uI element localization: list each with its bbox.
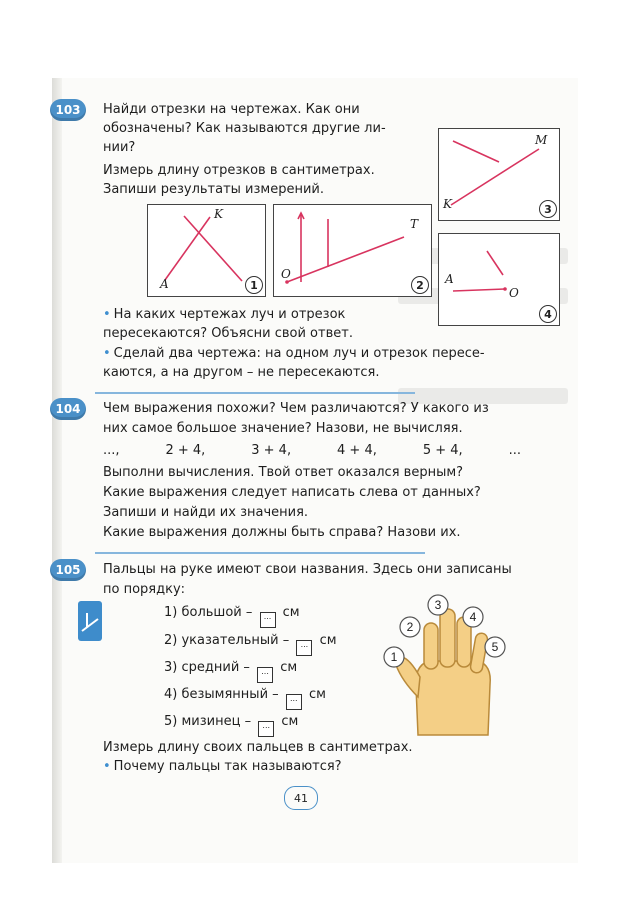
- finger-number: 1: [390, 650, 398, 664]
- finger-row: 1) большой – ... см: [164, 604, 300, 628]
- drawing-number: 4: [539, 305, 557, 323]
- answer-box[interactable]: ...: [286, 694, 302, 710]
- expression: 5 + 4,: [422, 443, 463, 458]
- answer-box[interactable]: ...: [296, 640, 312, 656]
- task-103-question-1a: • На каких чертежах луч и отрезок: [103, 307, 346, 322]
- section-divider: [95, 552, 425, 554]
- task-103-text-1: Найди отрезки на чертежах. Как они: [103, 102, 360, 117]
- task-103-text-4: Измерь длину отрезков в сантиметрах.: [103, 163, 375, 178]
- label-a: A: [445, 272, 454, 286]
- label-o: O: [509, 286, 519, 300]
- task-104-text-4: Какие выражения следует написать слева от данных?: [103, 485, 481, 500]
- task-103-text-5: Запиши результаты измерений.: [103, 182, 325, 197]
- task-104-text-5: Запиши и найди их значения.: [103, 505, 309, 520]
- task-103-question-2b: каются, а на другом – не пересекаются.: [103, 365, 380, 380]
- finger-index: [424, 623, 438, 669]
- expression: ...,: [103, 443, 120, 458]
- drawing-4: [438, 233, 560, 326]
- task-105-question: • Почему пальцы так называются?: [103, 759, 342, 774]
- task-104-text-2: них самое большое значение? Назови, не вычисляя.: [103, 421, 463, 436]
- finger-row: 5) мизинец – ... см: [164, 713, 298, 737]
- finger-number: 2: [406, 620, 414, 634]
- task-104-text-3: Выполни вычисления. Твой ответ оказался верным?: [103, 465, 464, 480]
- ruler-icon: [78, 601, 102, 641]
- task-103-text-3: нии?: [103, 140, 136, 155]
- answer-box[interactable]: ...: [257, 667, 273, 683]
- task-104-text-1: Чем выражения похожи? Чем различаются? У какого из: [103, 401, 489, 416]
- bullet-icon: •: [103, 346, 111, 361]
- task-103-question-2a: • Сделай два чертежа: на одном луч и отрезок пересе-: [103, 346, 485, 361]
- expression: 4 + 4,: [337, 443, 377, 458]
- answer-box[interactable]: ...: [258, 721, 274, 737]
- finger-number: 4: [469, 610, 477, 624]
- hand-illustration: [380, 585, 520, 740]
- expression-row: [103, 442, 521, 459]
- finger-row: 3) средний – ... см: [164, 659, 297, 683]
- task-number-badge: 103: [50, 99, 86, 121]
- task-103-question-1b: пересекаются? Объясни свой ответ.: [103, 326, 353, 341]
- label-m: M: [535, 133, 548, 147]
- drawing-number: 1: [245, 276, 263, 294]
- bullet-icon: •: [103, 307, 111, 322]
- drawing-number: 2: [411, 276, 429, 294]
- finger-row: 4) безымянный – ... см: [164, 686, 326, 710]
- finger-number: 5: [491, 640, 499, 654]
- finger-row: 2) указательный – ... см: [164, 632, 337, 656]
- expression: 2 + 4,: [165, 443, 206, 458]
- drawing-1: [147, 204, 266, 297]
- label-o: O: [281, 267, 291, 281]
- expression: 3 + 4,: [251, 443, 292, 458]
- answer-box[interactable]: ...: [260, 612, 276, 628]
- label-k: K: [443, 197, 452, 211]
- finger-number: 3: [434, 598, 442, 612]
- drawing-2: [273, 204, 432, 297]
- drawing-3: [438, 128, 560, 221]
- expression: ...: [508, 443, 521, 458]
- drawing-2-lines: [274, 205, 431, 296]
- task-number-badge: 104: [50, 398, 86, 420]
- label-k: K: [214, 207, 223, 221]
- page-number: 41: [284, 786, 318, 810]
- task-103-text-2: обозначены? Как называются другие ли-: [103, 121, 386, 136]
- task-104-text-6: Какие выражения должны быть справа? Назови их.: [103, 525, 461, 540]
- drawing-number: 3: [539, 200, 557, 218]
- label-t: T: [410, 217, 419, 231]
- task-105-text-1: Пальцы на руке имеют свои названия. Здесь они записаны: [103, 562, 512, 577]
- bullet-icon: •: [103, 759, 111, 774]
- finger-middle: [440, 609, 455, 667]
- task-105-text-2: по порядку:: [103, 582, 186, 597]
- page-spine-shadow: [52, 78, 62, 863]
- task-105-text-3: Измерь длину своих пальцев в сантиметрах.: [103, 740, 413, 755]
- section-divider: [95, 392, 415, 394]
- task-number-badge: 105: [50, 559, 86, 581]
- label-a: A: [160, 277, 169, 291]
